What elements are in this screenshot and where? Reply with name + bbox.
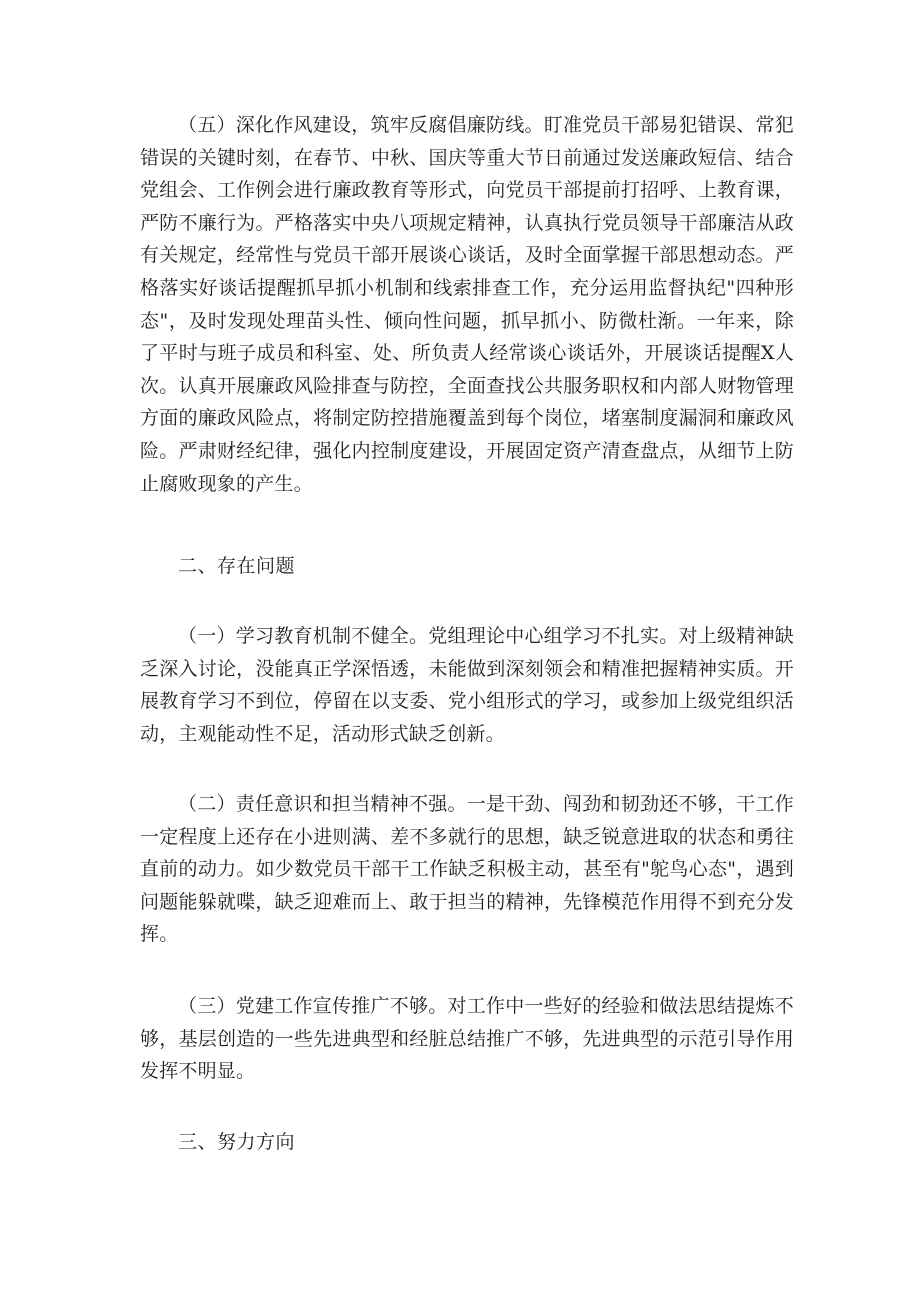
paragraph-study-mechanism: （一）学习教育机制不健全。党组理论中心组学习不扎实。对上级精神缺乏深入讨论，没能真正学深悟透，未能做到深刻领会和精准把握精神实质。开展教育学习不到位，停留在以支委、党小组形式的学习，或参加上级党组织活动，主观能动性不足，活动形式缺乏创新。 (140, 625, 794, 745)
paragraph-responsibility: （二）责任意识和担当精神不强。一是干劲、闯劲和韧劲还不够，干工作一定程度上还存在小进则满、差不多就行的思想，缺乏锐意进取的状态和勇往直前的动力。如少数党员干部干工作缺乏积极主动，甚至有"鸵鸟心态"，遇到问题能躲就喋，缺乏迎难而上、敢于担当的精神，先锋模范作用得不到充分发挥。 (140, 793, 794, 946)
paragraph-integrity-building: （五）深化作风建设，筑牢反腐倡廉防线。盯准党员干部易犯错误、常犯错误的关键时刻，在春节、中秋、国庆等重大节日前通过发送廉政短信、结合党组会、工作例会进行廉政教育等形式，向党员干部提前打招呼、上教育课，严防不廉行为。严格落实中央八项规定精神，认真执行党员领导干部廉洁从政有关规定，经常性与党员干部开展谈心谈话，及时全面掌握干部思想动态。严格落实好谈话提醒抓早抓小机制和线索排查工作，充分运用监督执纪"四种形态"，及时发现处理苗头性、倾向性问题，抓早抓小、防微杜渐。一年来，除了平时与班子成员和科室、处、所负责人经常谈心谈话外，开展谈话提醒X人次。认真开展廉政风险排查与防控，全面查找公共服务职权和内部人财物管理方面的廉政风险点，将制定防控措施覆盖到每个岗位，堵塞制度漏洞和廉政风险。严肃财经纪律，强化内控制度建设，开展固定资产清查盘点，从细节上防止腐败现象的产生。 (140, 114, 794, 495)
paragraph-publicity: （三）党建工作宣传推广不够。对工作中一些好的经验和做法思结提炼不够，基层创造的一些先进典型和经脏总结推广不够，先进典型的示范引导作用发挥不明显。 (140, 995, 794, 1083)
section-heading-direction: 三、努力方向 (178, 1131, 296, 1153)
section-heading-problems: 二、存在问题 (178, 555, 296, 577)
